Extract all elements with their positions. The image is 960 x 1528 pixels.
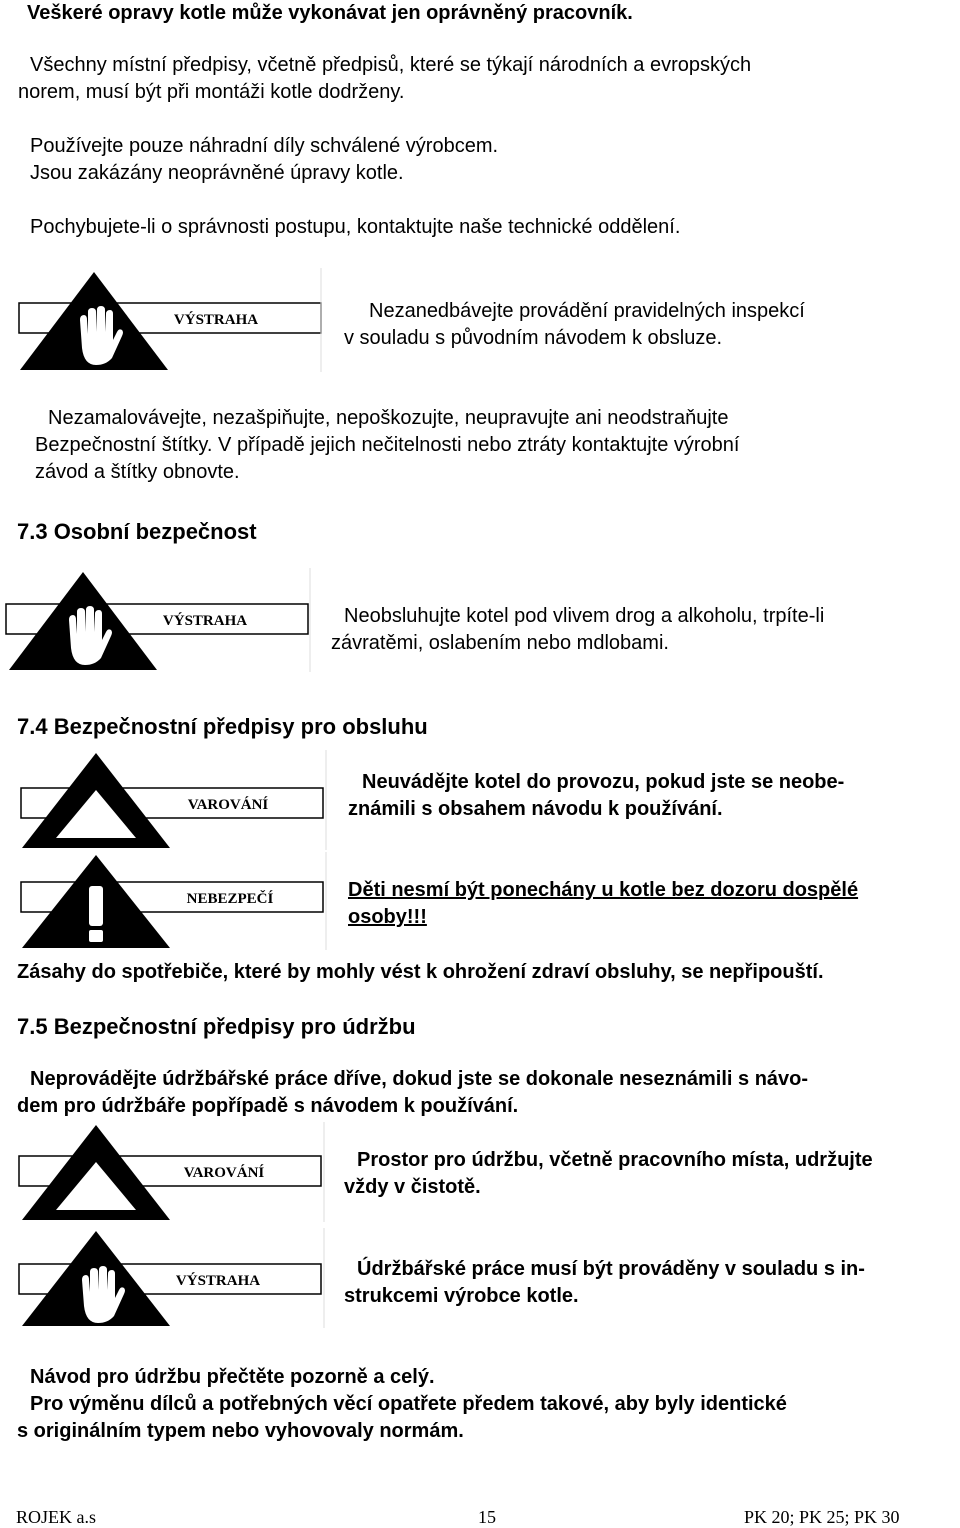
warning-sign-vystraha-2 [3, 568, 313, 672]
intro-line-2a: Všechny místní předpisy, včetně předpisů, které se týkají národních a evropských [30, 54, 752, 76]
section-7-5-heading: 7.5 Bezpečnostní předpisy pro údržbu [17, 1014, 416, 1039]
section-7-3-heading: 7.3 Osobní bezpečnost [17, 519, 257, 544]
warning-sign-varovani-2 [16, 1122, 328, 1222]
section-7-4-note: Zásahy do spotřebiče, které by mohly vést k ohrožení zdraví obsluhy, se nepřipouští. [17, 961, 824, 983]
intro-line-4: Pochybujete-li o správnosti postupu, kontaktujte naše technické oddělení. [30, 216, 681, 238]
intro-line-3b: Jsou zakázány neoprávněné úpravy kotle. [30, 162, 404, 184]
warning-1-line-1: Nezanedbávejte provádění pravidelných inspekcí [369, 300, 805, 322]
vystraha-label: VÝSTRAHA [162, 613, 248, 629]
nebezpeci-label: NEBEZPEČÍ [186, 891, 274, 907]
closing-line-3: s originálním typem nebo vyhovovaly normám. [17, 1420, 464, 1442]
warning-1-line-2: v souladu s původním návodem k obsluze. [344, 327, 722, 349]
warning-6-line-2: strukcemi výrobce kotle. [344, 1285, 579, 1307]
footer-models: PK 20; PK 25; PK 30 [744, 1507, 900, 1527]
labels-para-line-2: Bezpečnostní štítky. V případě jejich nečitelnosti nebo ztráty kontaktujte výrobní [35, 434, 740, 456]
warning-6-line-1: Údržbářské práce musí být prováděny v souladu s in- [357, 1258, 865, 1280]
intro-line-1: Veškeré opravy kotle může vykonávat jen oprávněný pracovník. [27, 2, 633, 24]
s75-para-line-2: dem pro údržbáře popřípadě s návodem k používání. [17, 1095, 519, 1117]
warning-sign-vystraha-3 [16, 1228, 328, 1328]
closing-line-2: Pro výměnu dílců a potřebných věcí opatřete předem takové, aby byly identické [30, 1393, 787, 1415]
warning-sign-nebezpeci [18, 852, 330, 950]
warning-3-line-1: Neuvádějte kotel do provozu, pokud jste se neobe- [362, 771, 845, 793]
labels-para-line-1: Nezamalovávejte, nezašpiňujte, nepoškozujte, neupravujte ani neodstraňujte [48, 407, 729, 429]
closing-line-1: Návod pro údržbu přečtěte pozorně a celý. [30, 1366, 435, 1388]
warning-5-line-1: Prostor pro údržbu, včetně pracovního místa, udržujte [357, 1149, 873, 1171]
warning-2-line-1: Neobsluhujte kotel pod vlivem drog a alkoholu, trpíte-li [344, 605, 825, 627]
footer-page-number: 15 [478, 1507, 496, 1527]
warning-4-line-1: Děti nesmí být ponechány u kotle bez dozoru dospělé [348, 879, 859, 901]
intro-line-2b: norem, musí být při montáži kotle dodrženy. [18, 81, 405, 103]
intro-line-3a: Používejte pouze náhradní díly schválené výrobcem. [30, 135, 499, 157]
warning-2-line-2: závratěmi, oslabením nebo mdlobami. [331, 632, 669, 654]
section-7-4-heading: 7.4 Bezpečnostní předpisy pro obsluhu [17, 714, 428, 739]
vystraha-label: VÝSTRAHA [175, 1273, 261, 1289]
varovani-label: VAROVÁNÍ [187, 797, 269, 813]
warning-sign-varovani [18, 750, 330, 850]
s75-para-line-1: Neprovádějte údržbářské práce dříve, dokud jste se dokonale neseznámili s návo- [30, 1068, 809, 1090]
labels-para-line-3: závod a štítky obnovte. [35, 461, 240, 483]
warning-4-line-2: osoby!!! [348, 906, 427, 928]
footer-company: ROJEK a.s [16, 1507, 96, 1527]
varovani-label: VAROVÁNÍ [183, 1165, 265, 1181]
warning-3-line-2: známili s obsahem návodu k používání. [348, 798, 723, 820]
warning-5-line-2: vždy v čistotě. [344, 1176, 481, 1198]
exclamation-icon [89, 886, 103, 926]
warning-sign-vystraha [16, 268, 326, 372]
vystraha-label: VÝSTRAHA [173, 312, 259, 328]
